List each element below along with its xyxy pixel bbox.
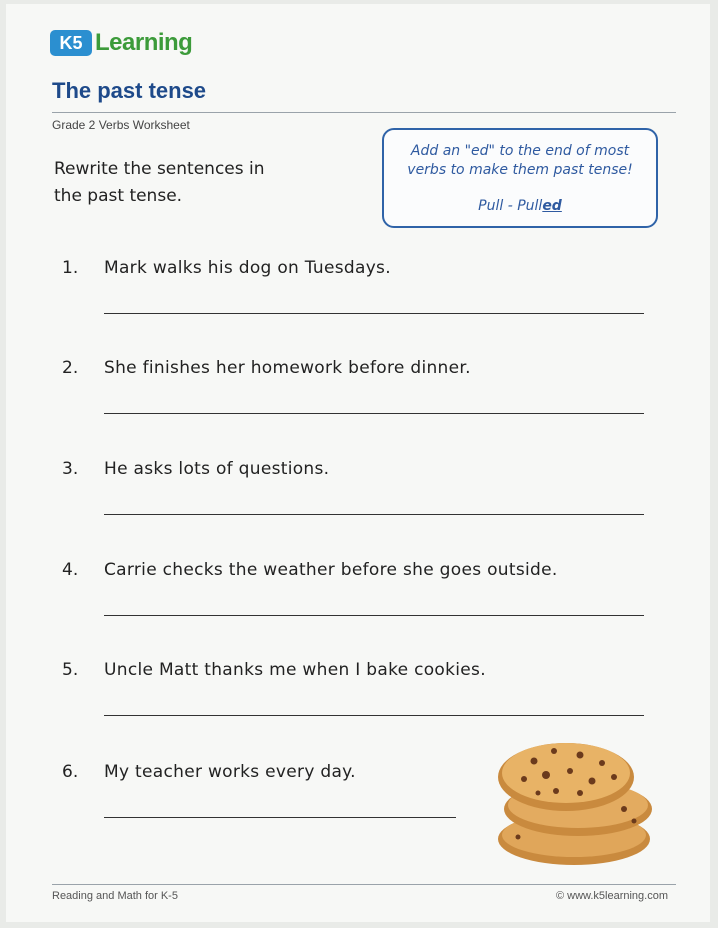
cookies-illustration [494, 737, 658, 869]
worksheet-subtitle: Grade 2 Verbs Worksheet [52, 118, 190, 132]
question-text: Uncle Matt thanks me when I bake cookies. [104, 660, 486, 680]
tip-example-suffix: ed [542, 198, 562, 214]
footer-tagline: Reading and Math for K-5 [52, 890, 178, 902]
footer-website [556, 890, 668, 902]
question-2 [62, 358, 662, 428]
question-text: My teacher works every day. [104, 762, 356, 782]
footer-divider [52, 884, 676, 885]
answer-line[interactable] [104, 313, 644, 314]
question-number: 6. [62, 762, 79, 782]
question-number: 4. [62, 560, 79, 580]
question-3 [62, 459, 662, 529]
question-1 [62, 258, 662, 328]
answer-line[interactable] [104, 615, 644, 616]
k5-learning-logo [50, 26, 192, 60]
question-number: 2. [62, 358, 79, 378]
logo-word: Learning [95, 29, 193, 56]
header-divider [52, 112, 676, 113]
question-number: 1. [62, 258, 79, 278]
question-text: Mark walks his dog on Tuesdays. [104, 258, 391, 278]
question-4 [62, 560, 662, 630]
answer-line[interactable] [104, 817, 456, 818]
question-number: 3. [62, 459, 79, 479]
worksheet-page [6, 4, 710, 922]
cookie-top-face [502, 743, 630, 803]
question-number: 5. [62, 660, 79, 680]
footer-url[interactable]: www.k5learning.com [567, 890, 668, 902]
question-text: He asks lots of questions. [104, 459, 330, 479]
tip-example-prefix: Pull - Pull [478, 198, 543, 214]
instructions-line-1: Rewrite the sentences in [54, 159, 265, 179]
copyright-icon: © [555, 890, 565, 902]
answer-line[interactable] [104, 514, 644, 515]
tip-box [382, 128, 658, 228]
answer-line[interactable] [104, 413, 644, 414]
tip-line-2: verbs to make them past tense! [407, 162, 633, 178]
instructions-line-2: the past tense. [54, 186, 183, 206]
question-5 [62, 660, 662, 730]
question-text: Carrie checks the weather before she goes outside. [104, 560, 558, 580]
question-text: She finishes her homework before dinner. [104, 358, 471, 378]
tip-line-1: Add an "ed" to the end of most [410, 143, 630, 159]
answer-line[interactable] [104, 715, 644, 716]
instructions [54, 156, 294, 210]
logo-badge: K5 [50, 30, 92, 56]
tip-example [384, 198, 656, 214]
page-title: The past tense [52, 78, 207, 103]
